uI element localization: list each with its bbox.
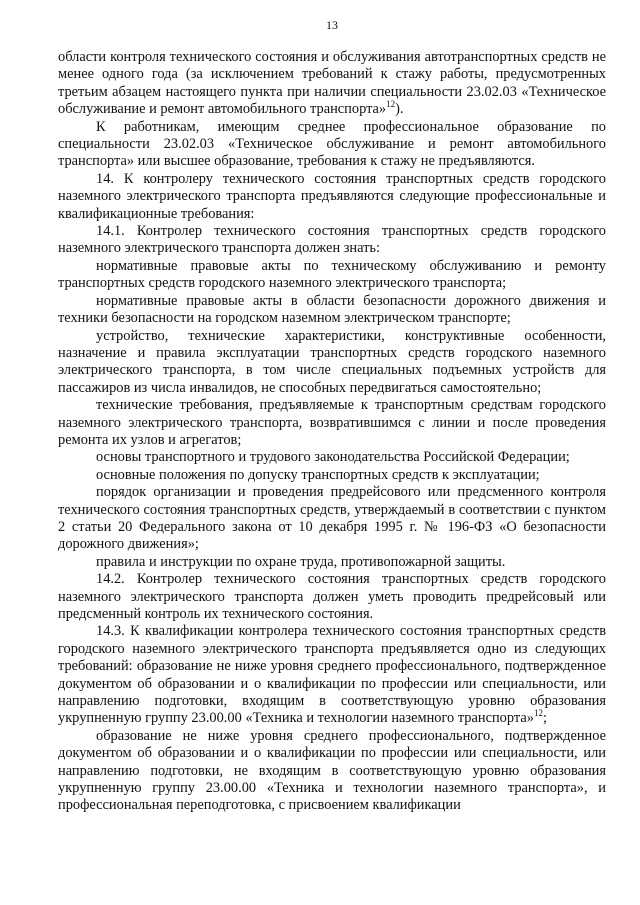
paragraph: 14.2. Контролер технического состояния транспортных средств городского наземного электрического транспорта должен уметь проводить предрейсовый или предсменный контроль их технического состояния. (58, 571, 606, 622)
paragraph: правила и инструкции по охране труда, противопожарной защиты. (96, 553, 506, 570)
paragraph: основы транспортного и трудового законодательства Российской Федерации; (96, 449, 570, 466)
page-number: 13 (326, 18, 338, 32)
footnote-ref: 12 (386, 99, 396, 110)
paragraph: 14.1. Контролер технического состояния транспортных средств городского наземного электрического транспорта должен знать: (58, 223, 606, 257)
paragraph: устройство, технические характеристики, конструктивные особенности, назначение и правила эксплуатации транспортных средств городского наземного электрического транспорта, в том числе специальных подъемных устройств для пассажиров из числа инвалидов, не способных передвигаться самостоятельно; (58, 327, 606, 396)
paragraph: порядок организации и проведения предрейсового или предсменного контроля технического состояния транспортных средств, утверждаемый в соответствии с пунктом 2 статьи 20 Федерального закона от 10 декабря 1995 г. № 196-ФЗ «О безопасности дорожного движения»; (58, 484, 606, 553)
paragraph: образование не ниже уровня среднего профессионального, подтвержденное документом об образовании и о квалификации по профессии или специальности, или направлению подготовки, не входящим в соответствующую уровню образования укрупненную группу 23.00.00 «Техника и технологии наземного транспорта», и профессиональная переподготовка, с присвоением квалификации (58, 727, 606, 814)
paragraph: 14. К контролеру технического состояния транспортных средств городского наземного электрического транспорта предъявляются следующие профессиональные и квалификационные требования: (58, 170, 606, 222)
paragraph: нормативные правовые акты по техническому обслуживанию и ремонту транспортных средств городского наземного электрического транспорта; (58, 257, 606, 292)
paragraph: К работникам, имеющим среднее профессиональное образование по специальности 23.02.03 «Техническое обслуживание и ремонт автомобильного транспорта» или высшее образование, требования к стажу не предъявляются. (58, 118, 606, 170)
paragraph: технические требования, предъявляемые к транспортным средствам городского наземного электрического транспорта, возвратившимся с линии и после проведения ремонта их узлов и агрегатов; (58, 397, 606, 448)
footnote-ref: 12 (533, 708, 543, 719)
paragraph: 14.3. К квалификации контролера технического состояния транспортных средств городского наземного электрического транспорта предъявляется одно из следующих требований: образование не ниже уровня среднего профессионального, подтвержденное документом об образовании и о квалификации по профессии или специальности, или направлению подготовки, входящим в соответствующую уровню образования укрупненную группу 23.00.00 «Техника и технологии наземного транспорта»$^{12}$; (58, 623, 606, 727)
paragraph: нормативные правовые акты в области безопасности дорожного движения и техники безопасности на городском наземном электрическом транспорте; (58, 292, 606, 327)
document-body (58, 49, 606, 815)
paragraph: области контроля технического состояния и обслуживания автотранспортных средств не менее одного года (за исключением требований к стажу работы, предусмотренных третьим абзацем настоящего пункта при наличии специальности 23.02.03 «Техническое обслуживание и ремонт автомобильного транспорта»$^{12}$). (58, 49, 606, 118)
paragraph: основные положения по допуску транспортных средств к эксплуатации; (96, 466, 540, 483)
